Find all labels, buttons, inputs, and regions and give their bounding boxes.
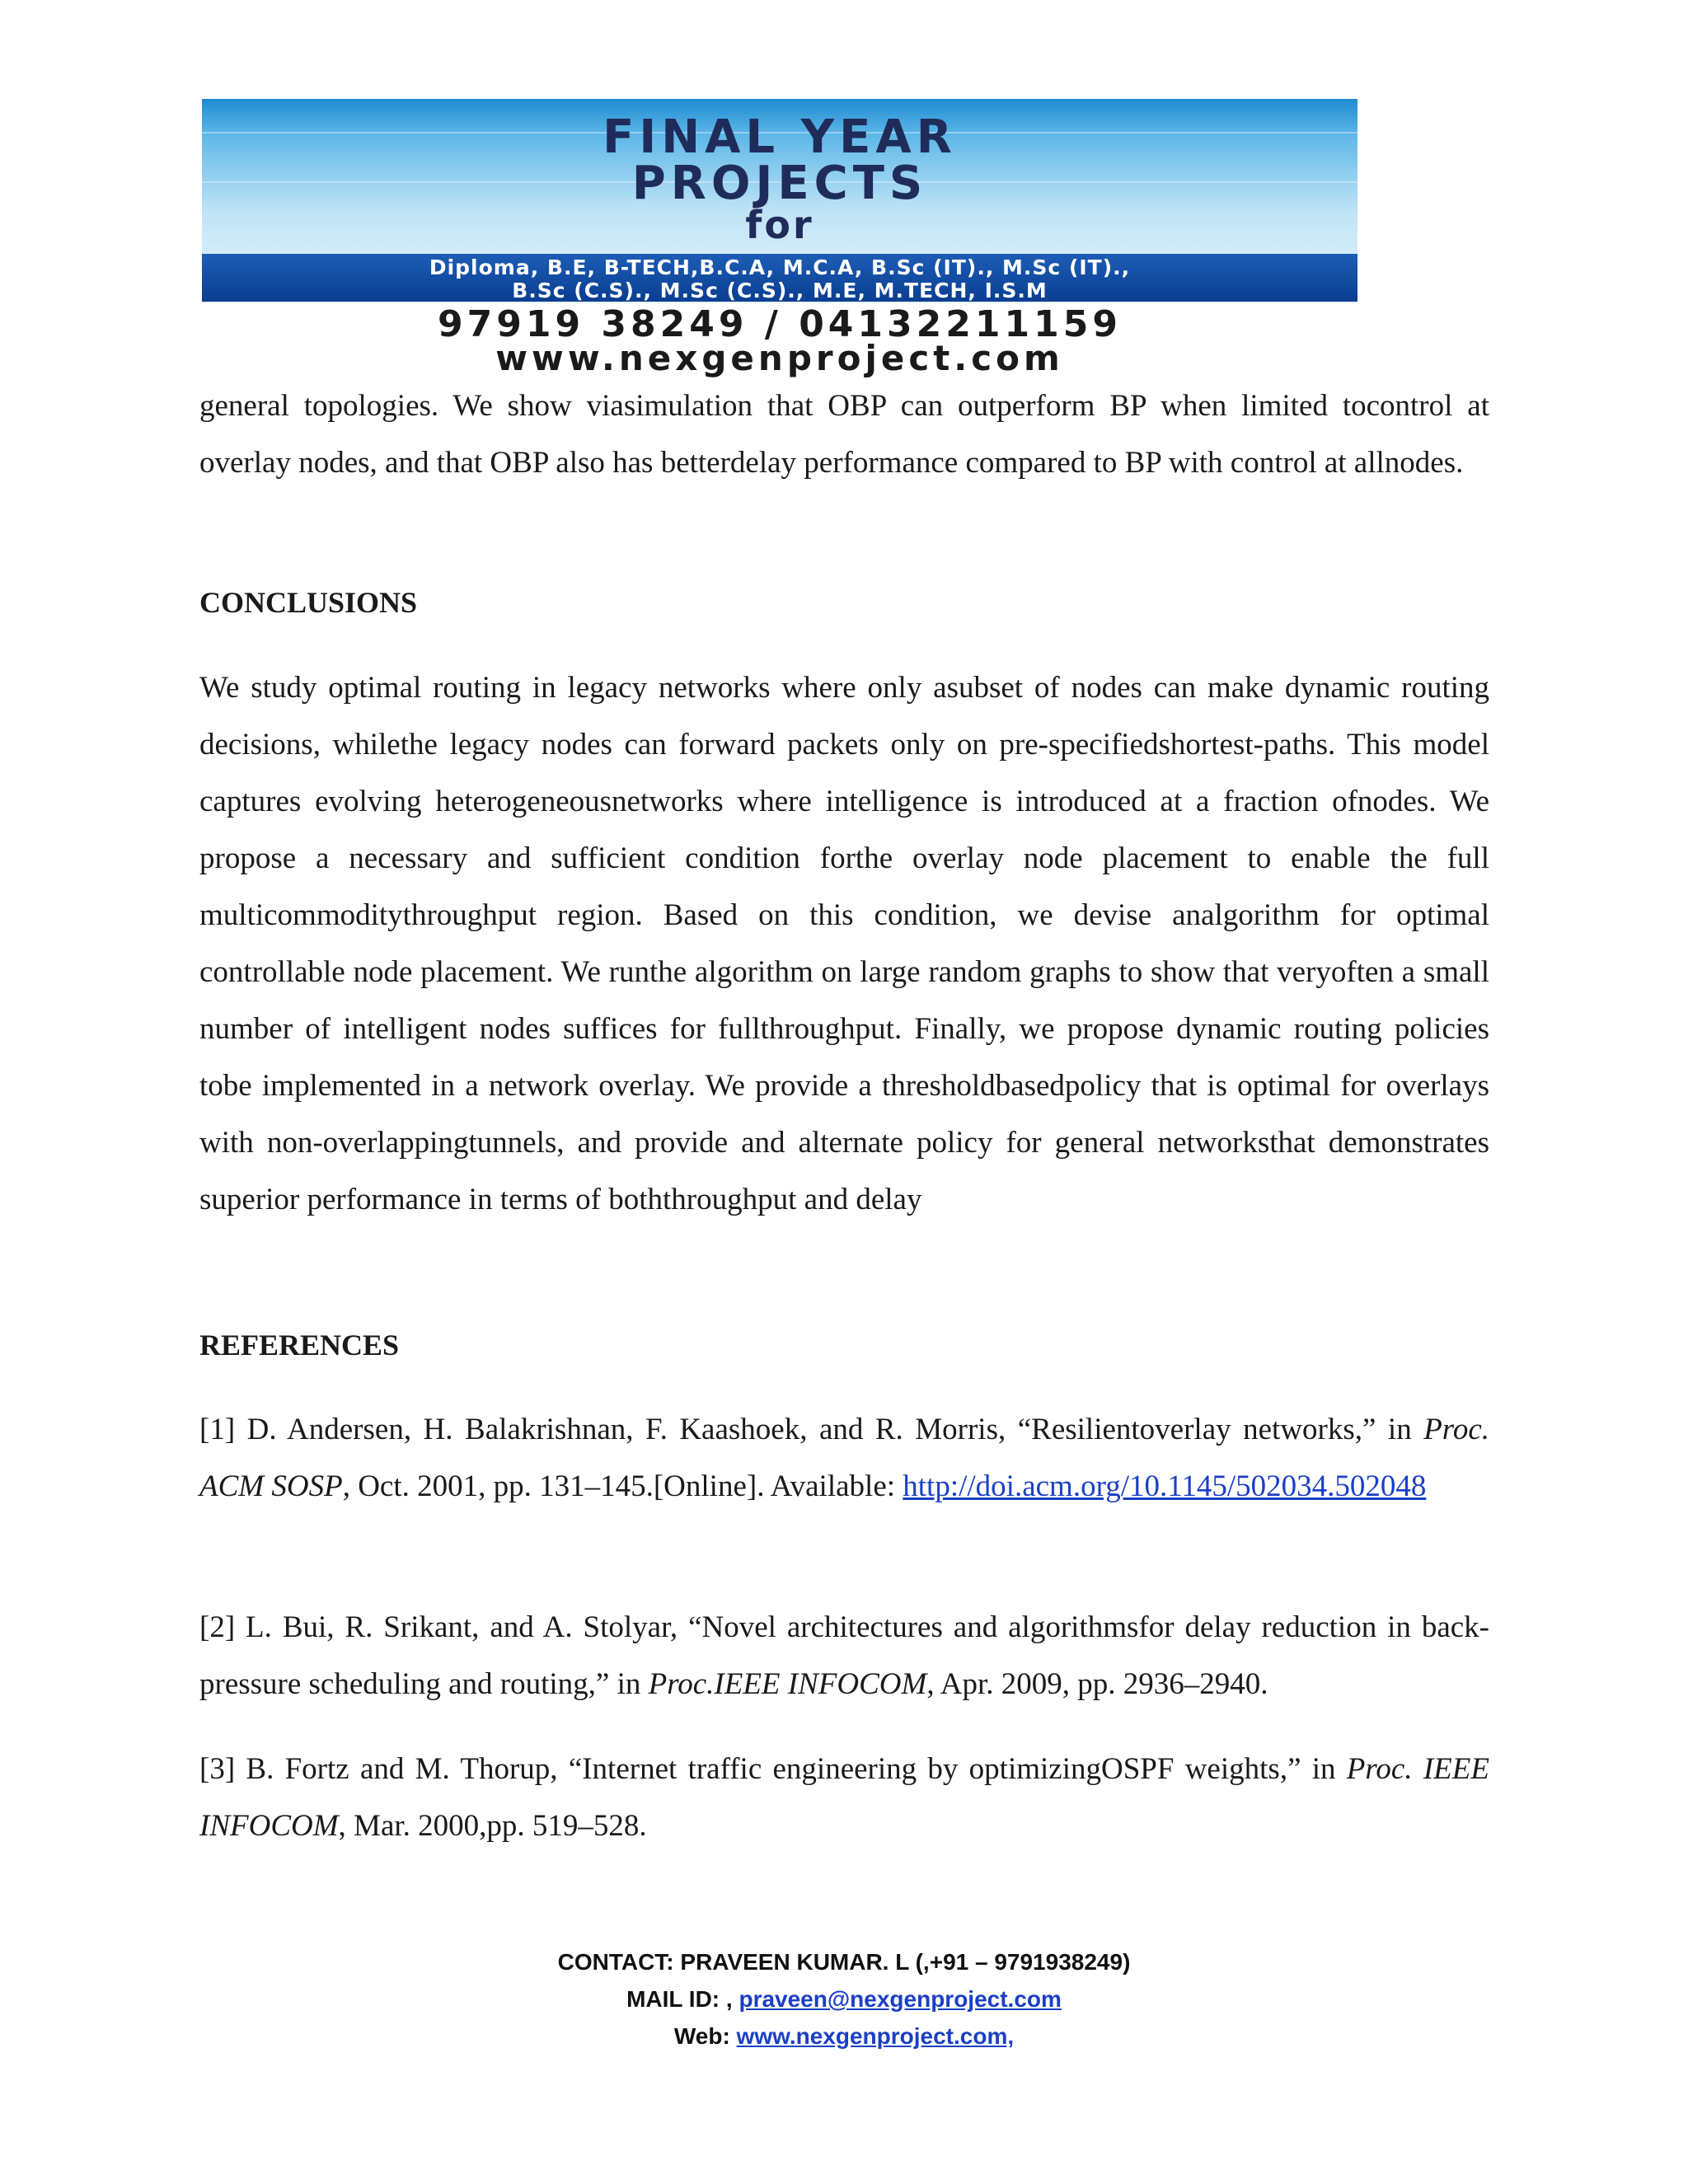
reference-1 [199, 1401, 1489, 1515]
footer-mail-label: MAIL ID: , [626, 1986, 733, 2012]
intro-paragraph: general topologies. We show viasimulation that OBP can outperform BP when limited tocontrol at overlay nodes, and that OBP also has betterdelay performance compared to BP with control at allnodes. [199, 389, 1489, 480]
banner-degrees-line1: Diploma, B.E, B-TECH,B.C.A, M.C.A, B.Sc (IT)., M.Sc (IT)., [429, 255, 1131, 279]
reference-text: [2] L. Bui, R. Srikant, and A. Stolyar, “Novel architectures and algorithmsfor delay reduction in back-pressure scheduling and routing,” in [199, 1610, 1489, 1701]
footer-web-link[interactable]: www.nexgenproject.com, [736, 2023, 1015, 2049]
reference-2 [199, 1599, 1489, 1713]
footer-mail-link[interactable]: praveen@nexgenproject.com [738, 1986, 1062, 2012]
footer-web-label: Web: [673, 2023, 730, 2049]
reference-text: , Mar. 2000,pp. 519–528. [338, 1809, 647, 1843]
reference-text: , Apr. 2009, pp. 2936–2940. [926, 1667, 1268, 1701]
reference-venue: Proc. IEEE INFOCOM [199, 1752, 1489, 1843]
banner-phone: 97919 38249 / 04132211159 [438, 303, 1122, 345]
footer-mail [0, 1986, 1688, 2013]
references-heading: REFERENCES [199, 1329, 400, 1361]
reference-text: [3] B. Fortz and M. Thorup, “Internet traffic engineering by optimizingOSPF weights,” in [199, 1752, 1347, 1786]
reference-venue: Proc. ACM SOSP [199, 1413, 1489, 1503]
reference-1-link[interactable]: http://doi.acm.org/10.1145/502034.502048 [903, 1469, 1427, 1503]
banner-title-line3: for [745, 203, 814, 247]
header-banner [202, 99, 1357, 303]
banner-degrees-line2: B.Sc (C.S)., M.Sc (C.S)., M.E, M.TECH, I.S.M [512, 279, 1048, 302]
reference-text: , Oct. 2001, pp. 131–145.[Online]. Available: [342, 1469, 903, 1503]
reference-text: [1] D. Andersen, H. Balakrishnan, F. Kaashoek, and R. Morris, “Resilientoverlay networks,” in [199, 1413, 1424, 1446]
footer-web [0, 2023, 1688, 2050]
reference-3 [199, 1741, 1489, 1854]
conclusions-paragraph: We study optimal routing in legacy networks where only asubset of nodes can make dynamic routing decisions, whilethe legacy nodes can forward packets only on pre-specifiedshortest-paths. This model captures evolving heterogeneousnetworks where intelligence is introduced at a fraction ofnodes. We propose a necessary and sufficient condition forthe overlay node placement to enable the full multicommoditythroughput region. Based on this condition, we devise analgorithm for optimal controllable node placement. We runthe algorithm on large random graphs to show that veryoften a small number of intelligent nodes suffices for fullthroughput. Finally, we propose dynamic routing policies tobe implemented in a network overlay. We provide a thresholdbasedpolicy that is optimal for overlays with non-overlappingtunnels, and provide and alternate policy for general networksthat demonstrates superior performance in terms of boththroughput and delay [199, 671, 1489, 1216]
conclusions-heading: CONCLUSIONS [199, 586, 418, 619]
banner-title-line2: PROJECTS [631, 157, 928, 210]
footer-contact: CONTACT: PRAVEEN KUMAR. L (,+91 – 9791938249) [557, 1949, 1131, 1975]
banner-title-line1: FINAL YEAR [603, 110, 957, 164]
reference-venue: Proc.IEEE INFOCOM [648, 1667, 927, 1701]
banner-website: www.nexgenproject.com [495, 338, 1064, 378]
